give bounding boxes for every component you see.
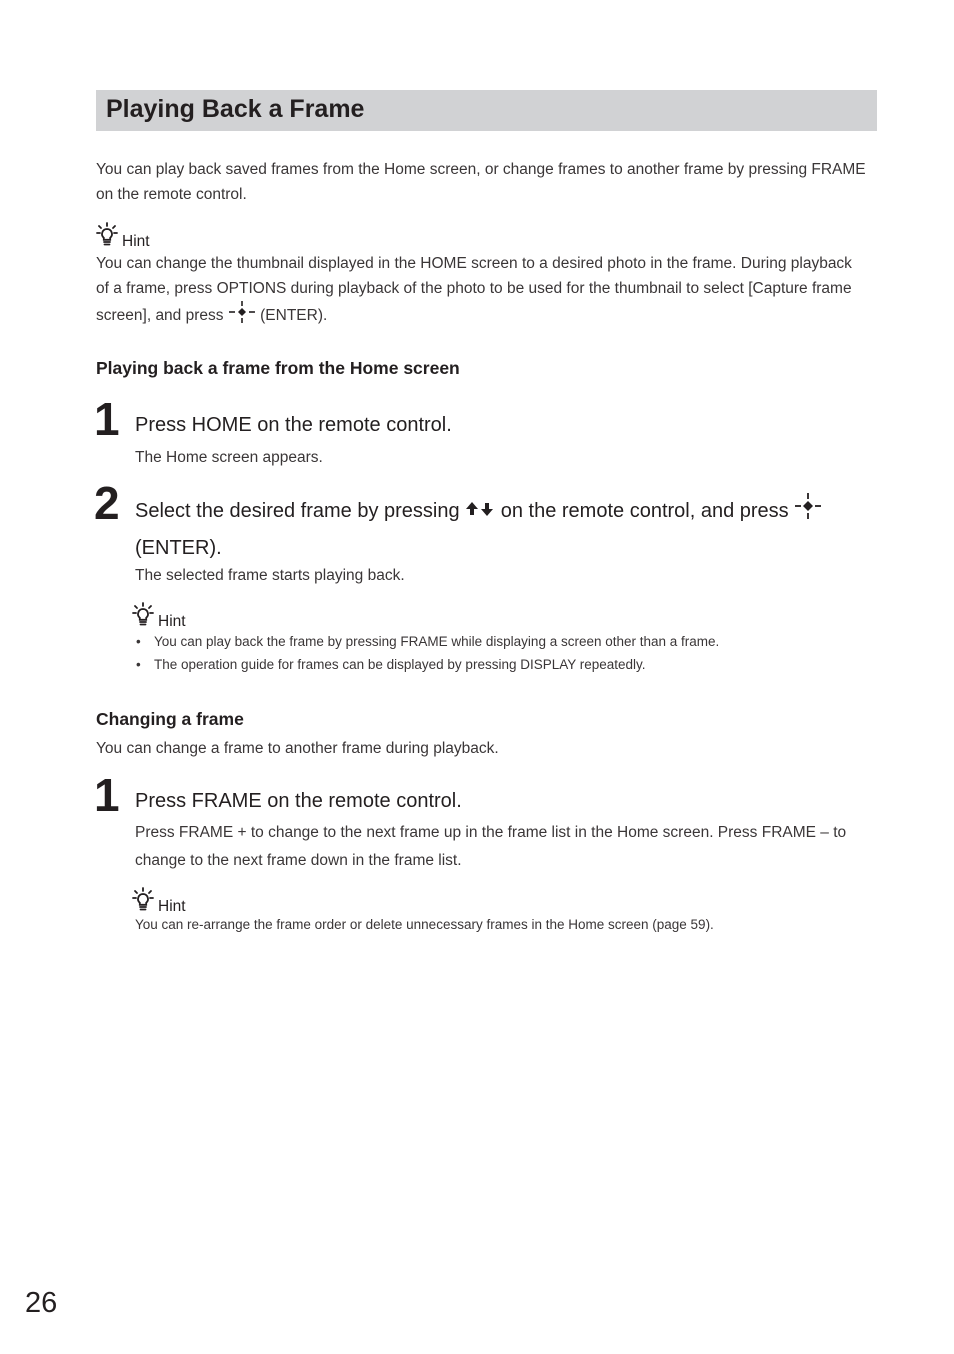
list-item: • You can play back the frame by pressing FRAME while displaying a screen other than a frame.: [135, 630, 875, 653]
page-number: 26: [25, 1287, 58, 1319]
lightbulb-icon: [96, 222, 122, 251]
hint-text-main: You can change the thumbnail displayed in the HOME screen to a desired photo in the frame. During playback of a frame, press OPTIONS during playback of the photo to be used for the thumbnail to select [Capture frame screen], and press: [96, 255, 852, 325]
hint-label: Hint: [122, 233, 150, 250]
up-down-arrows-icon: [465, 495, 495, 529]
step-number: 2: [94, 477, 120, 529]
lightbulb-icon: [132, 602, 158, 631]
step-number: 1: [94, 393, 120, 445]
hint-bullet-list: [135, 630, 875, 676]
step-title: Press HOME on the remote control.: [135, 414, 452, 436]
intro-text: You can play back saved frames from the Home screen, or change frames to another frame by pressing FRAME on the remote control.: [96, 161, 866, 203]
hint-text: You can re-arrange the frame order or delete unnecessary frames in the Home screen (page 59).: [135, 917, 714, 932]
list-item: • The operation guide for frames can be displayed by pressing DISPLAY repeatedly.: [135, 653, 875, 676]
section-heading-home: Playing back a frame from the Home screen: [96, 358, 460, 378]
step-title-part: Select the desired frame by pressing: [135, 499, 460, 522]
hint-text: [96, 251, 861, 331]
hint-heading: [96, 222, 150, 251]
section-heading-changing: Changing a frame: [96, 709, 244, 729]
step-title: [135, 492, 875, 565]
hint-heading: [132, 602, 186, 631]
lightbulb-icon: [132, 887, 158, 916]
step-note: Press FRAME + to change to the next frame up in the frame list in the Home screen. Press FRAME – to change to the next frame down in the frame list.: [135, 824, 847, 869]
enter-button-icon: [794, 492, 822, 531]
enter-button-icon: [228, 301, 256, 331]
section-intro: You can change a frame to another frame during playback.: [96, 740, 499, 757]
page-title: Playing Back a Frame: [106, 95, 365, 123]
hint-label: Hint: [158, 613, 186, 630]
step-title-part: on the remote control, and press: [500, 499, 789, 522]
step-title: Press FRAME on the remote control.: [135, 790, 462, 812]
step-number: 1: [94, 769, 120, 821]
hint-label: Hint: [158, 898, 186, 915]
step-title-part: (ENTER).: [135, 537, 222, 559]
title-bar: [96, 90, 877, 131]
step-note: The selected frame starts playing back.: [135, 567, 405, 584]
hint-heading: [132, 887, 186, 916]
step-note: The Home screen appears.: [135, 449, 323, 466]
hint-text-enter: (ENTER).: [260, 307, 328, 325]
